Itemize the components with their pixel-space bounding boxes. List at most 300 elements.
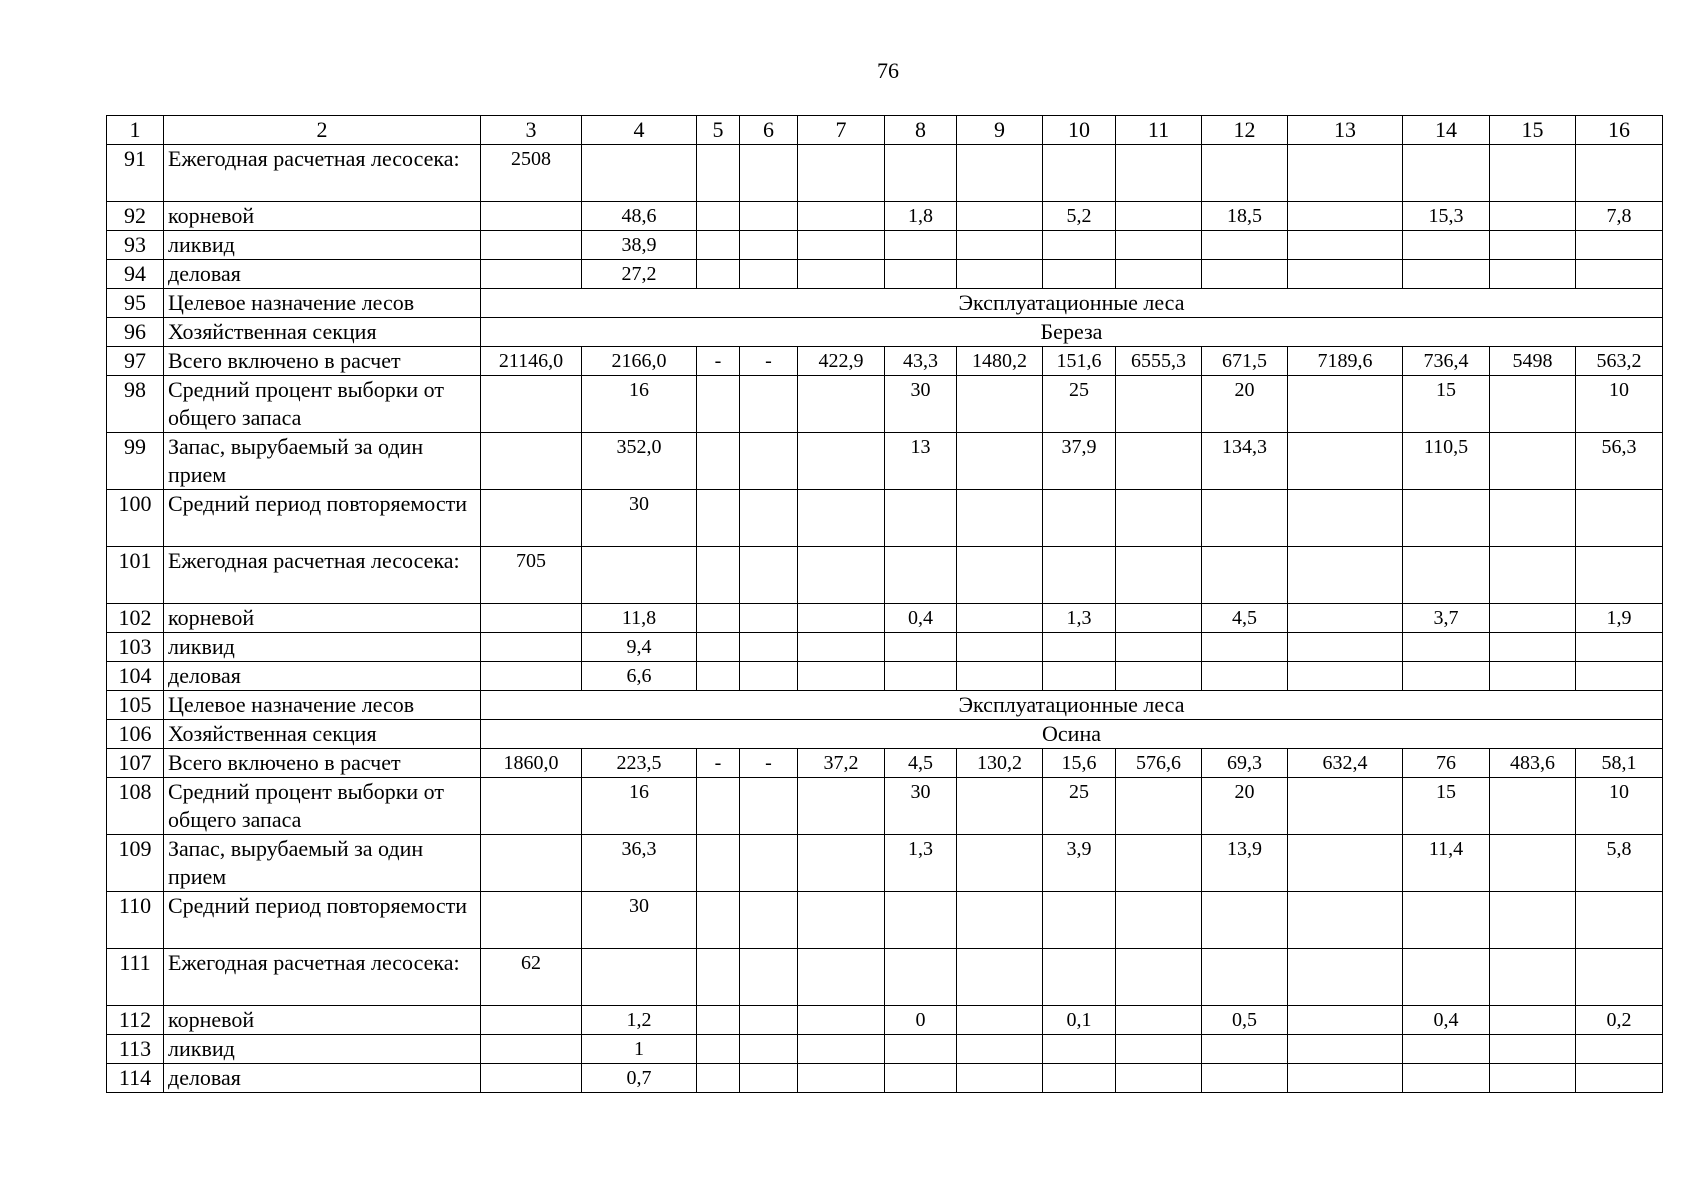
row-number: 93 [107, 231, 164, 260]
data-cell [481, 1006, 582, 1035]
table-row [107, 490, 1663, 547]
row-label: Средний период повторяемости [164, 892, 481, 949]
column-header: 1 [107, 116, 164, 145]
data-cell: - [697, 347, 740, 376]
row-label: деловая [164, 1064, 481, 1093]
data-cell: 16 [582, 376, 697, 433]
data-cell [740, 547, 798, 604]
data-cell [1576, 949, 1663, 1006]
data-cell: 69,3 [1202, 749, 1288, 778]
data-cell [697, 949, 740, 1006]
data-cell: 0,1 [1043, 1006, 1116, 1035]
data-cell [885, 145, 957, 202]
data-cell [798, 231, 885, 260]
column-header: 9 [957, 116, 1043, 145]
data-cell [1288, 1064, 1403, 1093]
data-cell: 15 [1403, 376, 1490, 433]
data-cell [1490, 949, 1576, 1006]
data-cell [798, 202, 885, 231]
row-number: 101 [107, 547, 164, 604]
column-header: 2 [164, 116, 481, 145]
data-cell: 632,4 [1288, 749, 1403, 778]
table-row [107, 1035, 1663, 1064]
column-header: 3 [481, 116, 582, 145]
column-header: 14 [1403, 116, 1490, 145]
data-cell [1403, 547, 1490, 604]
data-cell: 151,6 [1043, 347, 1116, 376]
data-cell [1116, 490, 1202, 547]
data-cell: 110,5 [1403, 433, 1490, 490]
data-cell: 130,2 [957, 749, 1043, 778]
data-cell [697, 1064, 740, 1093]
row-number: 114 [107, 1064, 164, 1093]
data-cell: 1,2 [582, 1006, 697, 1035]
row-number: 103 [107, 633, 164, 662]
data-cell [1116, 260, 1202, 289]
data-cell [582, 145, 697, 202]
data-cell: 37,2 [798, 749, 885, 778]
data-cell [697, 376, 740, 433]
data-cell: 10 [1576, 778, 1663, 835]
table-row [107, 1006, 1663, 1035]
data-cell [697, 202, 740, 231]
row-number: 94 [107, 260, 164, 289]
table-row [107, 260, 1663, 289]
row-label: ликвид [164, 231, 481, 260]
data-cell [1490, 662, 1576, 691]
data-cell [1403, 1064, 1490, 1093]
data-cell [1202, 1064, 1288, 1093]
data-cell: 1 [582, 1035, 697, 1064]
data-cell: 56,3 [1576, 433, 1663, 490]
data-cell [697, 778, 740, 835]
data-cell [1116, 547, 1202, 604]
data-cell: 0,2 [1576, 1006, 1663, 1035]
data-cell: 6,6 [582, 662, 697, 691]
data-cell [1043, 231, 1116, 260]
data-cell [885, 633, 957, 662]
row-number: 98 [107, 376, 164, 433]
data-cell [1116, 145, 1202, 202]
table-row [107, 145, 1663, 202]
data-cell: 7189,6 [1288, 347, 1403, 376]
data-cell: 20 [1202, 778, 1288, 835]
data-cell: 27,2 [582, 260, 697, 289]
data-cell: 20 [1202, 376, 1288, 433]
data-cell [1576, 633, 1663, 662]
data-cell: 13,9 [1202, 835, 1288, 892]
data-cell [1403, 949, 1490, 1006]
data-cell [697, 835, 740, 892]
row-label: ликвид [164, 633, 481, 662]
data-cell [798, 1064, 885, 1093]
data-cell [885, 490, 957, 547]
row-number: 111 [107, 949, 164, 1006]
row-label: Средний период повторяемости [164, 490, 481, 547]
data-cell [740, 376, 798, 433]
row-label: ликвид [164, 1035, 481, 1064]
data-cell [957, 778, 1043, 835]
data-cell: 736,4 [1403, 347, 1490, 376]
data-cell [1116, 633, 1202, 662]
data-cell: 15,3 [1403, 202, 1490, 231]
row-label: корневой [164, 1006, 481, 1035]
data-cell: 18,5 [1202, 202, 1288, 231]
data-cell: 30 [582, 490, 697, 547]
data-cell [957, 662, 1043, 691]
page-number: 76 [877, 58, 899, 83]
data-cell [1288, 260, 1403, 289]
data-cell: 38,9 [582, 231, 697, 260]
data-cell: 36,3 [582, 835, 697, 892]
row-label: Средний процент выборки от общего запаса [164, 778, 481, 835]
data-cell [957, 547, 1043, 604]
data-cell [740, 145, 798, 202]
data-cell [1576, 547, 1663, 604]
table-row [107, 949, 1663, 1006]
data-cell: 1480,2 [957, 347, 1043, 376]
data-cell [697, 145, 740, 202]
row-label: Всего включено в расчет [164, 347, 481, 376]
data-cell [1576, 231, 1663, 260]
data-cell [1043, 547, 1116, 604]
data-cell [697, 231, 740, 260]
data-cell [481, 778, 582, 835]
column-header: 8 [885, 116, 957, 145]
data-cell [481, 260, 582, 289]
row-number: 110 [107, 892, 164, 949]
data-cell: 15,6 [1043, 749, 1116, 778]
table-row [107, 202, 1663, 231]
data-cell [1403, 892, 1490, 949]
data-cell [1288, 490, 1403, 547]
data-cell: 1,8 [885, 202, 957, 231]
data-cell: 671,5 [1202, 347, 1288, 376]
data-cell [740, 662, 798, 691]
data-cell [481, 376, 582, 433]
data-cell [885, 662, 957, 691]
data-cell [957, 490, 1043, 547]
data-cell [582, 547, 697, 604]
data-cell: 2166,0 [582, 347, 697, 376]
data-cell [740, 490, 798, 547]
data-cell [1490, 633, 1576, 662]
data-cell [798, 490, 885, 547]
data-cell [1116, 376, 1202, 433]
data-cell [1043, 260, 1116, 289]
row-number: 97 [107, 347, 164, 376]
data-cell [697, 433, 740, 490]
data-cell [740, 604, 798, 633]
data-cell [1116, 892, 1202, 949]
table-row [107, 347, 1663, 376]
data-cell [1403, 490, 1490, 547]
column-header: 16 [1576, 116, 1663, 145]
data-cell [1490, 835, 1576, 892]
data-cell: 1,9 [1576, 604, 1663, 633]
data-cell [1288, 949, 1403, 1006]
data-cell [1576, 662, 1663, 691]
column-header: 12 [1202, 116, 1288, 145]
data-cell: 30 [582, 892, 697, 949]
data-cell [1576, 892, 1663, 949]
data-cell [1288, 202, 1403, 231]
data-cell: - [697, 749, 740, 778]
data-cell [798, 376, 885, 433]
section-heading: Береза [481, 318, 1663, 347]
data-cell [1288, 433, 1403, 490]
data-cell [1116, 604, 1202, 633]
data-cell [957, 1035, 1043, 1064]
header-row [107, 116, 1663, 145]
data-cell [1202, 145, 1288, 202]
data-cell: 5,2 [1043, 202, 1116, 231]
data-cell: 43,3 [885, 347, 957, 376]
data-cell [697, 547, 740, 604]
row-number: 112 [107, 1006, 164, 1035]
data-cell [1288, 662, 1403, 691]
row-label: Целевое назначение лесов [164, 691, 481, 720]
row-number: 105 [107, 691, 164, 720]
data-cell [957, 949, 1043, 1006]
data-cell: 11,8 [582, 604, 697, 633]
data-cell [885, 231, 957, 260]
data-cell [1576, 260, 1663, 289]
section-heading: Осина [481, 720, 1663, 749]
data-cell [957, 1006, 1043, 1035]
row-number: 99 [107, 433, 164, 490]
data-cell [957, 202, 1043, 231]
data-cell [1116, 662, 1202, 691]
data-cell [1288, 1035, 1403, 1064]
row-number: 102 [107, 604, 164, 633]
data-cell [740, 892, 798, 949]
column-header: 15 [1490, 116, 1576, 145]
table-row [107, 376, 1663, 433]
data-cell: 13 [885, 433, 957, 490]
data-cell [1490, 778, 1576, 835]
data-cell: 352,0 [582, 433, 697, 490]
data-cell [957, 231, 1043, 260]
data-cell: 4,5 [885, 749, 957, 778]
data-cell [1116, 1006, 1202, 1035]
data-cell [1490, 1035, 1576, 1064]
row-number: 104 [107, 662, 164, 691]
table-row [107, 662, 1663, 691]
table-row [107, 231, 1663, 260]
data-cell [1288, 778, 1403, 835]
data-cell [481, 633, 582, 662]
data-cell [697, 892, 740, 949]
data-cell [1202, 1035, 1288, 1064]
data-cell [481, 202, 582, 231]
row-label: Хозяйственная секция [164, 720, 481, 749]
data-cell [1116, 949, 1202, 1006]
data-cell [1288, 1006, 1403, 1035]
data-cell [740, 1064, 798, 1093]
data-cell [697, 1006, 740, 1035]
data-cell [957, 260, 1043, 289]
data-cell: 0,7 [582, 1064, 697, 1093]
table-row [107, 547, 1663, 604]
data-cell [957, 433, 1043, 490]
data-cell [1116, 433, 1202, 490]
data-cell [481, 1035, 582, 1064]
column-header: 4 [582, 116, 697, 145]
row-label: Хозяйственная секция [164, 318, 481, 347]
data-cell [1288, 892, 1403, 949]
data-cell [957, 604, 1043, 633]
data-cell [1288, 835, 1403, 892]
data-cell: 16 [582, 778, 697, 835]
data-cell [582, 949, 697, 1006]
data-cell: 25 [1043, 376, 1116, 433]
data-cell [1490, 376, 1576, 433]
data-cell: 563,2 [1576, 347, 1663, 376]
row-label: корневой [164, 202, 481, 231]
row-number: 106 [107, 720, 164, 749]
data-cell [1490, 1064, 1576, 1093]
data-cell: 62 [481, 949, 582, 1006]
data-cell: 9,4 [582, 633, 697, 662]
data-cell: 576,6 [1116, 749, 1202, 778]
data-cell [798, 949, 885, 1006]
data-cell [481, 662, 582, 691]
data-cell [697, 633, 740, 662]
data-cell [1288, 145, 1403, 202]
data-cell [481, 231, 582, 260]
data-cell [740, 1006, 798, 1035]
data-cell: 10 [1576, 376, 1663, 433]
data-cell: 1,3 [1043, 604, 1116, 633]
data-cell: 58,1 [1576, 749, 1663, 778]
data-cell [798, 633, 885, 662]
data-cell [697, 1035, 740, 1064]
section-heading: Эксплуатационные леса [481, 289, 1663, 318]
row-label: Запас, вырубаемый за один прием [164, 835, 481, 892]
data-cell [798, 1035, 885, 1064]
data-cell [697, 490, 740, 547]
data-cell [1202, 547, 1288, 604]
data-cell [740, 633, 798, 662]
data-cell: 1860,0 [481, 749, 582, 778]
data-cell [1576, 1064, 1663, 1093]
data-cell: 3,7 [1403, 604, 1490, 633]
data-cell [740, 260, 798, 289]
data-cell: 134,3 [1202, 433, 1288, 490]
data-cell [1043, 662, 1116, 691]
data-cell [1202, 260, 1288, 289]
data-cell [1490, 604, 1576, 633]
data-cell: 5,8 [1576, 835, 1663, 892]
column-header: 6 [740, 116, 798, 145]
data-cell [1288, 231, 1403, 260]
data-cell [1490, 260, 1576, 289]
data-cell [1576, 490, 1663, 547]
data-cell [1288, 547, 1403, 604]
data-cell [1043, 633, 1116, 662]
row-number: 96 [107, 318, 164, 347]
data-cell [957, 633, 1043, 662]
data-cell [481, 490, 582, 547]
table-row [107, 778, 1663, 835]
data-cell [740, 231, 798, 260]
row-number: 107 [107, 749, 164, 778]
data-cell: 223,5 [582, 749, 697, 778]
data-cell: 25 [1043, 778, 1116, 835]
table-row [107, 289, 1663, 318]
row-label: деловая [164, 260, 481, 289]
data-cell [798, 145, 885, 202]
row-label: Средний процент выборки от общего запаса [164, 376, 481, 433]
section-heading: Эксплуатационные леса [481, 691, 1663, 720]
data-cell [1403, 662, 1490, 691]
data-cell: 21146,0 [481, 347, 582, 376]
data-cell [481, 604, 582, 633]
data-cell: 0,5 [1202, 1006, 1288, 1035]
data-cell [885, 1035, 957, 1064]
data-cell [1403, 260, 1490, 289]
column-header: 5 [697, 116, 740, 145]
data-cell [481, 835, 582, 892]
data-cell [697, 604, 740, 633]
data-cell [697, 260, 740, 289]
data-cell [885, 260, 957, 289]
data-cell: 11,4 [1403, 835, 1490, 892]
data-cell [740, 778, 798, 835]
row-label: корневой [164, 604, 481, 633]
table-row [107, 720, 1663, 749]
data-cell [1202, 490, 1288, 547]
data-cell: 0,4 [885, 604, 957, 633]
data-cell [1403, 145, 1490, 202]
data-cell: 3,9 [1043, 835, 1116, 892]
data-cell: 422,9 [798, 347, 885, 376]
table-row [107, 633, 1663, 662]
row-number: 100 [107, 490, 164, 547]
table-row [107, 433, 1663, 490]
data-cell: 7,8 [1576, 202, 1663, 231]
column-header: 10 [1043, 116, 1116, 145]
data-cell: 2508 [481, 145, 582, 202]
row-label: Ежегодная расчетная лесосека: [164, 547, 481, 604]
row-label: Запас, вырубаемый за один прием [164, 433, 481, 490]
row-number: 95 [107, 289, 164, 318]
data-cell [1490, 433, 1576, 490]
data-cell [1043, 949, 1116, 1006]
row-number: 109 [107, 835, 164, 892]
column-header: 7 [798, 116, 885, 145]
data-cell [798, 604, 885, 633]
table-row [107, 691, 1663, 720]
data-cell [798, 433, 885, 490]
table-row [107, 1064, 1663, 1093]
data-cell [1576, 145, 1663, 202]
data-cell: 30 [885, 376, 957, 433]
data-cell [1202, 633, 1288, 662]
data-cell [957, 1064, 1043, 1093]
row-label: деловая [164, 662, 481, 691]
data-cell: 1,3 [885, 835, 957, 892]
data-cell [798, 778, 885, 835]
data-cell [697, 662, 740, 691]
data-cell [1202, 231, 1288, 260]
data-cell [481, 892, 582, 949]
data-cell: 48,6 [582, 202, 697, 231]
data-cell: 4,5 [1202, 604, 1288, 633]
data-cell: 6555,3 [1116, 347, 1202, 376]
row-label: Всего включено в расчет [164, 749, 481, 778]
